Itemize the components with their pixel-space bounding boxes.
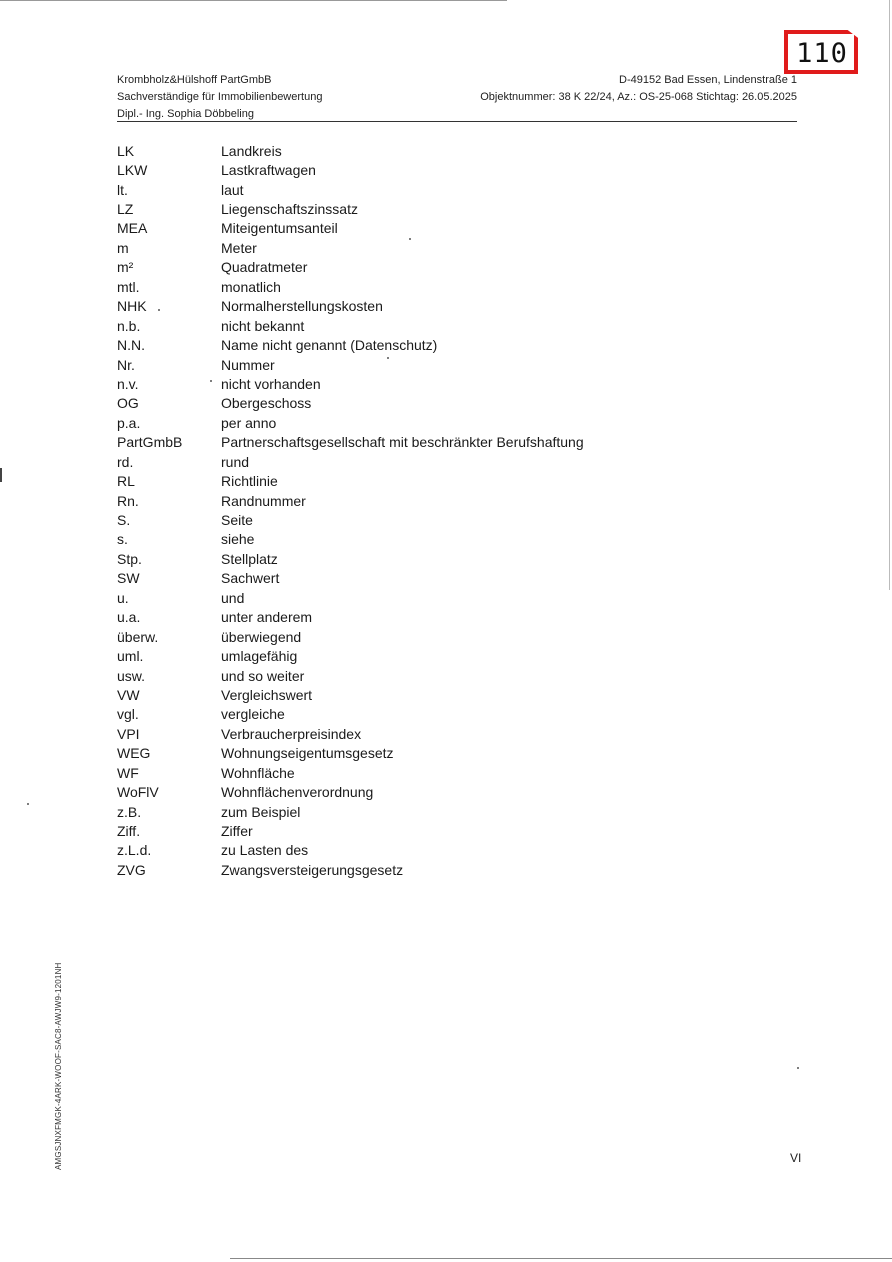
abbreviation-key: Nr. (117, 356, 135, 373)
abbreviation-row (117, 782, 584, 801)
abbreviation-key: rd. (117, 453, 134, 470)
abbreviation-key: mtl. (117, 278, 140, 295)
abbreviation-meaning: umlagefähig (221, 648, 298, 665)
company-name: Krombholz&Hülshoff PartGmbB (117, 74, 272, 86)
abbreviation-meaning: Quadratmeter (221, 259, 308, 276)
abbreviation-row (117, 180, 584, 199)
company-subtitle: Sachverständige für Immobilienbewertung (117, 91, 323, 103)
abbreviation-meaning: rund (221, 453, 250, 470)
abbreviation-meaning: laut (221, 181, 244, 198)
abbreviation-row (117, 860, 584, 879)
abbreviation-key: u. (117, 589, 129, 606)
abbreviation-key: n.b. (117, 317, 141, 334)
bottom-scan-edge (230, 1258, 892, 1259)
top-scan-edge (0, 0, 500, 1)
abbreviation-key: WEG (117, 745, 151, 762)
page-number: VI (790, 1151, 802, 1165)
abbreviation-row (117, 549, 584, 568)
abbreviation-key: LKW (117, 162, 148, 179)
abbreviation-row (117, 724, 584, 743)
abbreviation-list (117, 141, 584, 880)
abbreviation-key: VPI (117, 725, 140, 742)
abbreviation-meaning: Miteigentumsanteil (221, 220, 338, 237)
abbreviation-row (117, 141, 584, 160)
document-side-code: AMGSJNXFMGK-4ARK-WOOF-SAC8-AWJW9-1201NH (54, 962, 63, 1170)
abbreviation-meaning: Wohnungseigentumsgesetz (221, 745, 394, 762)
abbreviation-key: überw. (117, 628, 159, 645)
abbreviation-meaning: Richtlinie (221, 473, 278, 490)
abbreviation-key: Ziff. (117, 823, 141, 840)
abbreviation-meaning: unter anderem (221, 609, 313, 626)
abbreviation-meaning: Vergleichswert (221, 686, 313, 703)
abbreviation-row (117, 335, 584, 354)
abbreviation-row (117, 666, 584, 685)
abbreviation-meaning: Wohnfläche (221, 764, 295, 781)
abbreviation-key: N.N. (117, 337, 145, 354)
abbreviation-row (117, 841, 584, 860)
abbreviation-key: p.a. (117, 414, 141, 431)
abbreviation-key: PartGmbB (117, 434, 183, 451)
abbreviation-key: vgl. (117, 706, 139, 723)
abbreviation-meaning: monatlich (221, 278, 281, 295)
abbreviation-meaning: Meter (221, 239, 257, 256)
abbreviation-row (117, 471, 584, 490)
abbreviation-row (117, 297, 584, 316)
abbreviation-meaning: Liegenschaftszinssatz (221, 201, 358, 218)
abbreviation-row (117, 705, 584, 724)
abbreviation-key: MEA (117, 220, 148, 237)
abbreviation-key: Stp. (117, 550, 142, 567)
top-scan-edge-2 (497, 0, 507, 1)
abbreviation-key: lt. (117, 181, 128, 198)
abbreviation-row (117, 277, 584, 296)
abbreviation-row (117, 685, 584, 704)
abbreviation-meaning: Wohnflächenverordnung (221, 784, 374, 801)
right-scan-edge (889, 0, 890, 590)
abbreviation-key: ZVG (117, 861, 146, 878)
scan-speck (409, 238, 411, 240)
abbreviation-row (117, 413, 584, 432)
abbreviation-row (117, 219, 584, 238)
abbreviation-key: z.L.d. (117, 842, 152, 859)
abbreviation-row (117, 316, 584, 335)
abbreviation-row (117, 199, 584, 218)
abbreviation-meaning: und so weiter (221, 667, 305, 684)
abbreviation-meaning: Landkreis (221, 142, 282, 159)
abbreviation-key: RL (117, 473, 135, 490)
abbreviation-key: u.a. (117, 609, 141, 626)
abbreviation-row (117, 452, 584, 471)
abbreviation-meaning: Partnerschaftsgesellschaft mit beschränkter Berufshaftung (221, 434, 584, 451)
abbreviation-row (117, 646, 584, 665)
abbreviation-key: uml. (117, 648, 144, 665)
abbreviation-meaning: Ziffer (221, 823, 253, 840)
header-company (117, 72, 322, 123)
header-divider (117, 121, 797, 122)
abbreviation-meaning: Randnummer (221, 492, 306, 509)
scan-speck (158, 309, 160, 311)
abbreviation-row (117, 763, 584, 782)
abbreviation-key: n.v. (117, 375, 139, 392)
abbreviation-meaning: per anno (221, 414, 277, 431)
abbreviation-meaning: überwiegend (221, 628, 302, 645)
abbreviation-row (117, 238, 584, 257)
left-scan-mark (0, 468, 2, 482)
abbreviation-meaning: Obergeschoss (221, 395, 312, 412)
abbreviation-meaning: siehe (221, 531, 255, 548)
abbreviation-key: VW (117, 686, 140, 703)
abbreviation-key: WoFlV (117, 784, 159, 801)
abbreviation-meaning: Stellplatz (221, 550, 278, 567)
scan-speck (27, 803, 29, 805)
abbreviation-meaning: Nummer (221, 356, 275, 373)
abbreviation-meaning: nicht vorhanden (221, 375, 321, 392)
abbreviation-key: z.B. (117, 803, 142, 820)
abbreviation-row (117, 627, 584, 646)
abbreviation-meaning: Normalherstellungskosten (221, 298, 383, 315)
abbreviation-key: NHK (117, 298, 147, 315)
abbreviation-row (117, 491, 584, 510)
scan-speck (210, 380, 212, 382)
abbreviation-row (117, 569, 584, 588)
page-number-stamp: 110 (796, 38, 848, 69)
abbreviation-meaning: Verbraucherpreisindex (221, 725, 362, 742)
abbreviation-row (117, 588, 584, 607)
abbreviation-meaning: und (221, 589, 245, 606)
abbreviation-row (117, 160, 584, 179)
abbreviation-key: WF (117, 764, 139, 781)
abbreviation-key: OG (117, 395, 139, 412)
header-address: D-49152 Bad Essen, Lindenstraße 1 (619, 74, 797, 86)
abbreviation-meaning: Lastkraftwagen (221, 162, 316, 179)
abbreviation-key: LZ (117, 201, 134, 218)
abbreviation-key: LK (117, 142, 135, 159)
abbreviation-row (117, 608, 584, 627)
abbreviation-row (117, 394, 584, 413)
abbreviation-meaning: zum Beispiel (221, 803, 301, 820)
abbreviation-key: s. (117, 531, 128, 548)
abbreviation-row (117, 802, 584, 821)
abbreviation-row (117, 530, 584, 549)
abbreviation-meaning: Seite (221, 512, 253, 529)
abbreviation-key: S. (117, 512, 131, 529)
abbreviation-row (117, 258, 584, 277)
abbreviation-key: Rn. (117, 492, 139, 509)
abbreviation-key: SW (117, 570, 140, 587)
abbreviation-meaning: Sachwert (221, 570, 280, 587)
abbreviation-row (117, 355, 584, 374)
header-object-number: Objektnummer: 38 K 22/24, Az.: OS-25-068 Stichtag: 26.05.2025 (480, 91, 797, 103)
abbreviation-row (117, 744, 584, 763)
abbreviation-meaning: nicht bekannt (221, 317, 305, 334)
abbreviation-meaning: Zwangsversteigerungsgesetz (221, 861, 404, 878)
abbreviation-meaning: zu Lasten des (221, 842, 309, 859)
abbreviation-meaning: vergleiche (221, 706, 285, 723)
abbreviation-row (117, 374, 584, 393)
abbreviation-row (117, 433, 584, 452)
company-person: Dipl.- Ing. Sophia Döbbeling (117, 108, 254, 120)
scan-speck (387, 357, 389, 359)
abbreviation-row (117, 510, 584, 529)
abbreviation-key: usw. (117, 667, 146, 684)
abbreviation-row (117, 821, 584, 840)
abbreviation-key: m (117, 239, 129, 256)
header-object (480, 72, 797, 106)
abbreviation-key: m² (117, 259, 134, 276)
scan-speck (797, 1067, 799, 1069)
abbreviation-meaning: Name nicht genannt (Datenschutz) (221, 337, 438, 354)
